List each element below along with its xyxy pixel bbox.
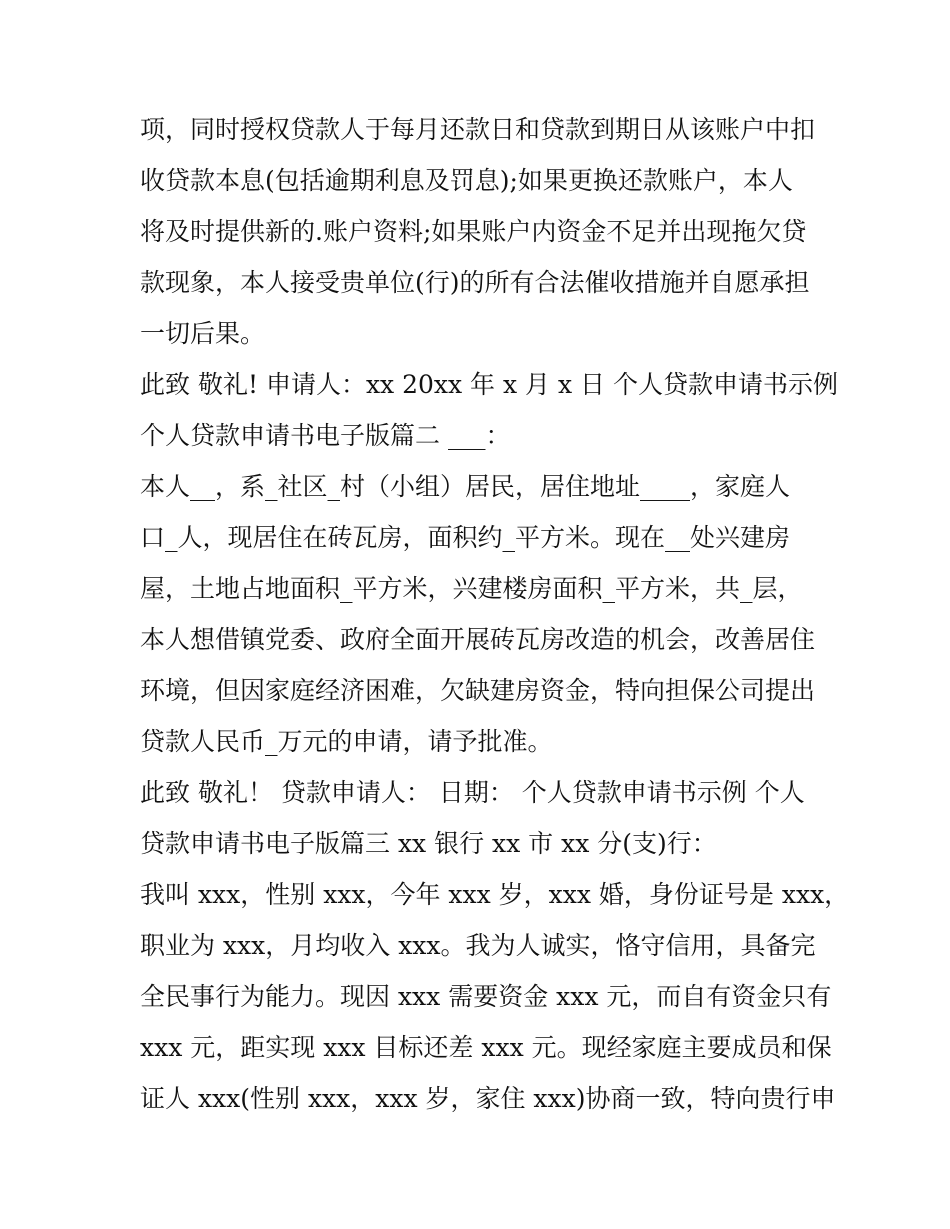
text-line: 本人__，系_社区_村（小组）居民，居住地址____，家庭人 [140,472,791,501]
text-line: 一切后果。 [140,319,266,348]
text-line: 收贷款本息(包括逾期利息及罚息);如果更换还款账户，本人 [140,166,793,195]
text-line: 款现象，本人接受贵单位(行)的所有合法催收措施并自愿承担 [140,268,810,297]
text-line: 职业为 xxx，月均收入 xxx。我为人诚实，恪守信用，具备完 [140,931,816,960]
text-line: 本人想借镇党委、政府全面开展砖瓦房改造的机会，改善居住 [140,625,816,654]
text-line: 项，同时授权贷款人于每月还款日和贷款到期日从该账户中扣 [140,115,816,144]
text-line: 我叫 xxx，性别 xxx，今年 xxx 岁，xxx 婚，身份证号是 xxx， [140,880,850,909]
text-line: 此致 敬礼！ 贷款申请人： 日期： 个人贷款申请书示例 个人 [140,778,805,807]
text-line: 全民事行为能力。现因 xxx 需要资金 xxx 元，而自有资金只有 [140,982,832,1011]
text-line: 贷款人民币_万元的申请，请予批准。 [140,727,553,756]
text-line: 此致 敬礼! 申请人：xx 20xx 年 x 月 x 日 个人贷款申请书示例 [140,370,838,399]
document-body [140,104,850,1124]
text-line: 证人 xxx(性别 xxx，xxx 岁，家住 xxx)协商一致，特向贵行申 [140,1084,836,1113]
text-line: xxx 元，距实现 xxx 目标还差 xxx 元。现经家庭主要成员和保 [140,1033,832,1062]
text-line: 个人贷款申请书电子版篇二 ___： [140,421,511,450]
text-line: 将及时提供新的.账户资料;如果账户内资金不足并出现拖欠贷 [140,217,807,246]
text-line: 屋，土地占地面积_平方米，兴建楼房面积_平方米，共_层， [140,574,803,603]
text-line: 环境，但因家庭经济困难，欠缺建房资金，特向担保公司提出 [140,676,816,705]
text-line: 贷款申请书电子版篇三 xx 银行 xx 市 xx 分(支)行： [140,829,717,858]
text-line: 口_人，现居住在砖瓦房，面积约_平方米。现在__处兴建房 [140,523,791,552]
